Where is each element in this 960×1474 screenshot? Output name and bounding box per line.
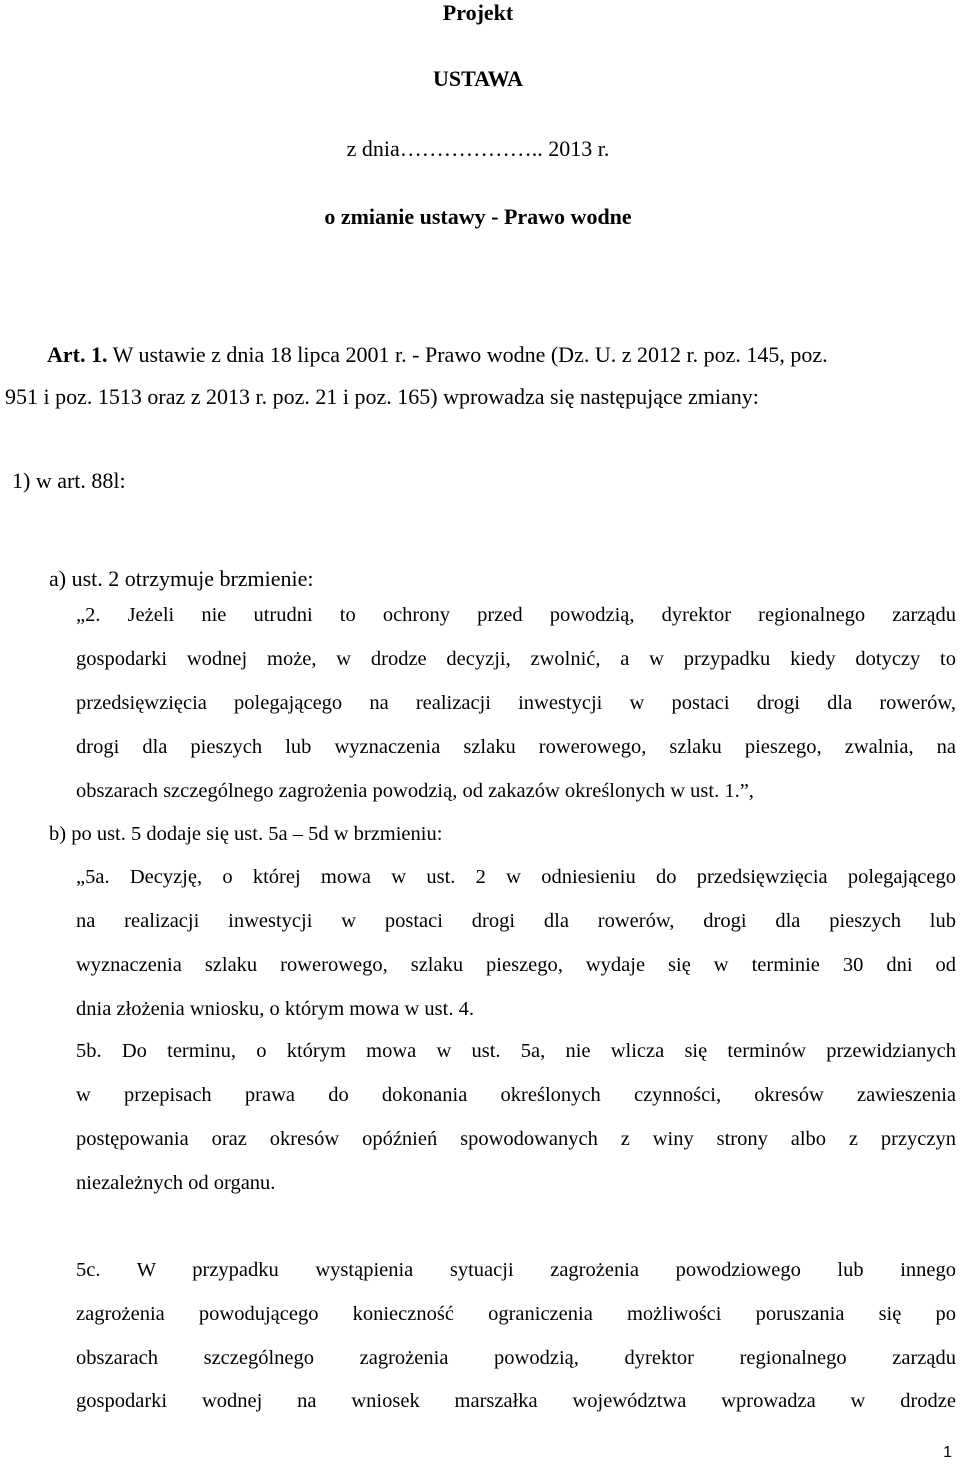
ust5a-line-4: dnia złożenia wniosku, o którym mowa w ust. 4. xyxy=(76,998,474,1020)
ust2-line-3: przedsięwzięcia polegającego na realizacji inwestycji w postaci drogi dla rowerów, xyxy=(76,692,956,714)
ust5c-line-3: obszarach szczególnego zagrożenia powodzią, dyrektor regionalnego zarządu xyxy=(76,1347,956,1369)
act-type-title: USTAWA xyxy=(432,66,524,91)
ust5c-line-2: zagrożenia powodującego konieczność ograniczenia możliwości poruszania się po xyxy=(76,1303,956,1325)
ust5b-line-3: postępowania oraz okresów opóźnień spowodowanych z winy strony albo z przyczyn xyxy=(76,1128,956,1150)
ust2-line-1: „2. Jeżeli nie utrudni to ochrony przed powodzią, dyrektor regionalnego zarządu xyxy=(76,604,956,626)
article-1-text: W ustawie z dnia 18 lipca 2001 r. - Prawo wodne (Dz. U. z 2012 r. poz. 145, poz. xyxy=(107,342,828,367)
ust5a-line-3: wyznaczenia szlaku rowerowego, szlaku pieszego, wydaje się w terminie 30 dni od xyxy=(76,954,956,976)
ust5c-line-1: 5c. W przypadku wystąpienia sytuacji zagrożenia powodziowego lub innego xyxy=(76,1259,956,1281)
point-1: 1) w art. 88l: xyxy=(12,468,126,493)
ust5c-line-4: gospodarki wodnej na wniosek marszałka województwa wprowadza w drodze xyxy=(76,1390,956,1412)
point-b: b) po ust. 5 dodaje się ust. 5a – 5d w brzmieniu: xyxy=(49,823,443,845)
article-1-label: Art. 1. xyxy=(47,342,108,367)
ust2-line-5: obszarach szczególnego zagrożenia powodzią, od zakazów określonych w ust. 1.”, xyxy=(76,780,754,802)
point-a: a) ust. 2 otrzymuje brzmienie: xyxy=(49,566,314,591)
act-date: z dnia……………….. 2013 r. xyxy=(346,136,610,161)
projekt-label: Projekt xyxy=(442,0,514,25)
article-1-line-2: 951 i poz. 1513 oraz z 2013 r. poz. 21 i poz. 165) wprowadza się następujące zmiany: xyxy=(5,384,759,409)
ust5b-line-4: niezależnych od organu. xyxy=(76,1172,276,1194)
article-1-line-1 xyxy=(47,342,828,368)
act-subject: o zmianie ustawy - Prawo wodne xyxy=(324,204,632,229)
ust5b-line-1: 5b. Do terminu, o którym mowa w ust. 5a, nie wlicza się terminów przewidzianych xyxy=(76,1040,956,1062)
ust5a-line-1: „5a. Decyzję, o której mowa w ust. 2 w odniesieniu do przedsięwzięcia polegającego xyxy=(76,866,956,888)
ust5a-line-2: na realizacji inwestycji w postaci drogi dla rowerów, drogi dla pieszych lub xyxy=(76,910,956,932)
page-number: 1 xyxy=(943,1444,952,1461)
ust5b-line-2: w przepisach prawa do dokonania określonych czynności, okresów zawieszenia xyxy=(76,1084,956,1106)
ust2-line-4: drogi dla pieszych lub wyznaczenia szlaku rowerowego, szlaku pieszego, zwalnia, na xyxy=(76,736,956,758)
ust2-line-2: gospodarki wodnej może, w drodze decyzji, zwolnić, a w przypadku kiedy dotyczy to xyxy=(76,648,956,670)
